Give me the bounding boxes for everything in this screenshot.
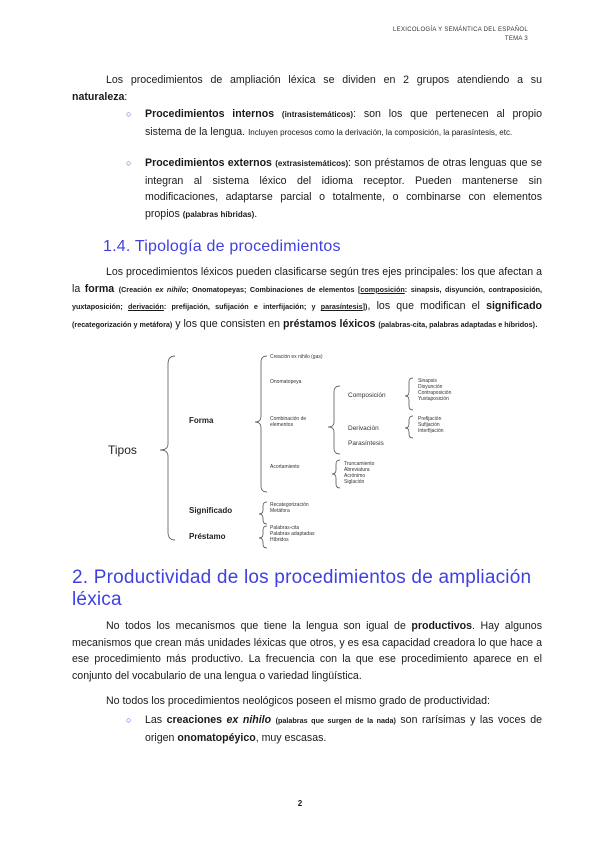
bullet-bold-italic: ex nihilo [226,714,272,726]
detail-text: : prefijación, sufijación e interfijación; y [163,302,321,312]
header-subject: LEXICOLOGÍA Y SEMÁNTICA DEL ESPAÑOL [393,27,528,33]
composicion-list [418,378,451,402]
detail-underline: derivación [127,302,164,312]
detail-underline: composición [360,284,405,294]
list-item: Palabras-cita [270,525,300,531]
intro-bold: naturaleza [72,90,125,103]
bullet-small: (palabras híbridas) [182,209,255,219]
tipologia-sig-detail: (recategorización y metáfora) [72,319,173,329]
list-item: Abreviatura [344,467,370,473]
section-heading-1-4: 1.4. Tipología de procedimientos [103,238,341,255]
list-item: Disyunción [418,384,443,390]
bracket-forma [255,356,267,492]
prod-text: No todos los mecanismos que tiene la lengua son igual de [106,620,412,632]
bullet-circle: ○ [126,109,132,119]
detail-text: ]) [362,302,368,312]
list-item: Truncamiento [344,461,375,467]
list-item: Sinapsis [418,378,437,384]
node-onomatopeya: Onomatopeya [270,379,302,385]
tipologia-forma: forma [84,282,115,295]
intro-paragraph [72,72,542,105]
acortamiento-list [344,461,374,485]
bracket-acortamiento [332,460,340,488]
bullet-creaciones [145,712,542,746]
bullet-text: Las [145,714,167,726]
list-item: Híbridos [270,537,289,543]
bullet-small: (palabras que surgen de la nada) [275,716,396,725]
bullet-title: Procedimientos internos [145,108,275,120]
bullet-bold: onomatopéyico [177,731,256,744]
bullet-bold: creaciones [166,714,227,726]
bracket-significado [259,502,267,524]
diagram-root: Tipos [108,443,137,457]
bullet-text: , muy escasas. [255,731,327,744]
diagram-brackets [100,352,530,552]
list-item: Yuxtaposición [418,396,449,402]
detail-italic: ex nihilo [155,284,187,294]
tipologia-pres-detail: (palabras-cita, palabras adaptadas e híbridos) [378,319,535,329]
tipologia-diagram [100,352,530,552]
bullet-text: : son préstamos de otras lenguas que se integran al sistema léxico del idioma receptor. Pueden mantenerse sin modificaciones, adaptarse parcial o totalmente, o combinarse con elementos propios [145,157,542,220]
detail-text: ; Onomatopeyas; Combinaciones de elementos [ [186,284,361,294]
bracket-derivacion [405,416,413,438]
bullet-circle: ○ [126,158,132,168]
node-creacion: Creación ex nihilo (gas) [270,354,323,360]
bullet-text: son rarísimas y las voces de origen [145,714,542,744]
header-topic: TEMA 3 [504,36,528,42]
prestamo-list [270,525,314,543]
bracket-combinacion [328,386,340,454]
node-parasintesis: Parasíntesis [348,440,384,447]
bracket-main [160,356,175,540]
bullet-text: : son los que pertenecen al propio sistema de la lengua. [145,108,542,138]
tipologia-significado: significado [486,300,543,313]
intro-text: Los procedimientos de ampliación léxica se dividen en 2 grupos atendiendo a su [106,74,542,86]
productividad-paragraph [72,618,542,684]
bracket-prestamo [259,526,267,548]
bullet-title: Procedimientos externos [145,157,272,169]
detail-text: : sinapsis, disyunción, contraposición, yuxtaposición; [72,284,543,312]
page-number: 2 [297,799,303,808]
tipologia-prestamos: préstamos léxicos [282,317,376,330]
tipologia-text: , los que modifican el [367,300,487,313]
list-item: Contraposición [418,390,452,396]
bullet-external [145,155,542,223]
list-item: Palabras adaptadas [270,531,315,537]
bracket-composicion [405,378,413,410]
detail-underline: parasíntesis [320,302,363,312]
running-header [393,26,528,44]
bullet-paren: (intrasistemáticos) [281,110,354,119]
node-acortamiento: Acortamiento [270,464,300,470]
tipologia-paragraph [72,264,542,333]
node-combinacion: Combinación de elementos [270,416,307,428]
bullet-small: Incluyen procesos como la derivación, la composición, la parasíntesis, etc. [248,127,513,137]
bullet-paren: (extrasistemáticos) [275,159,349,168]
derivacion-list [418,416,444,434]
node-derivacion: Derivación [348,425,379,432]
bullet-internal [145,106,542,141]
list-item: Interfijación [418,428,444,434]
prod-bold: productivos [411,620,473,632]
prod-text: . Hay algunos mecanismos que crean más unidades léxicas que otros, y es esa capacidad creadora lo que hace a ese procedimiento más productivo. La frecuencia con la que ese procedimiento aparece en el conjunto del vocabulario de una lengua o variedad lingüística. [72,620,542,682]
list-item: Acrónimo [344,473,366,479]
tipologia-text: y los que consisten en [172,317,283,330]
list-item: Metáfora [270,508,290,514]
node-prestamo: Préstamo [189,532,226,541]
intro-colon: : [124,90,128,103]
node-forma: Forma [189,416,214,425]
productividad-paragraph-2: No todos los procedimientos neológicos poseen el mismo grado de productividad: [106,695,490,707]
section-heading-2: 2. Productividad de los procedimientos de ampliación léxica [72,567,532,610]
tipologia-end: . [534,317,538,330]
list-item: Prefijación [418,416,442,422]
tipologia-text: Los procedimientos léxicos pueden clasificarse según tres ejes principales: los que afectan a la [72,266,542,295]
list-item: Siglación [344,479,365,485]
significado-list [270,502,309,514]
list-item: Sufijación [418,422,440,428]
node-composicion: Composición [348,392,386,399]
detail-text: (Creación [118,284,156,294]
bullet-end: . [254,207,258,220]
node-significado: Significado [189,506,233,515]
bullet-circle: ○ [126,715,132,725]
list-item: Recategorización [270,502,309,508]
